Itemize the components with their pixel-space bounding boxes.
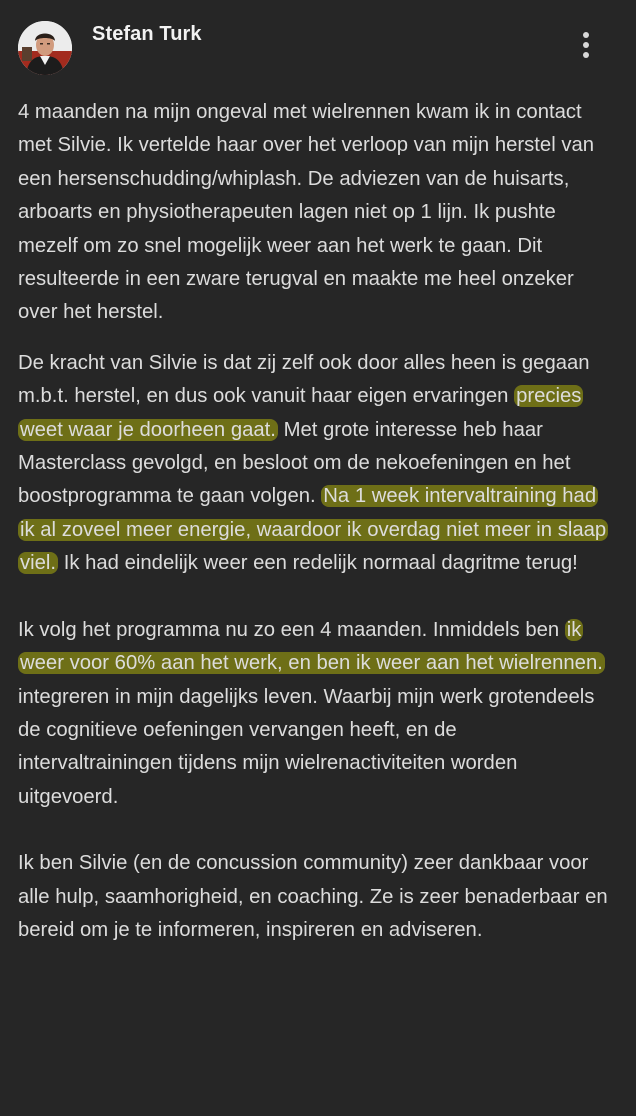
avatar[interactable] [18,21,72,75]
post-header [18,18,606,74]
highlighted-text: Na 1 week intervaltraining had ik al zoveel meer energie, waardoor ik overdag niet meer in slaap viel. [20,485,607,575]
paragraph [18,347,608,581]
paragraph [18,681,608,815]
text-segment: Ik volg het programma nu zo een 4 maanden. Inmiddels ben [18,618,565,641]
dot [583,52,589,58]
paragraph [18,847,608,947]
post-body [18,96,608,964]
paragraph-text [18,681,608,815]
paragraph-text [18,847,608,947]
text-segment: 4 maanden na mijn ongeval met wielrennen kwam ik in contact met Silvie. Ik vertelde haar over het verloop van mijn herstel van een hersenschudding/whiplash. De adviezen van de huisarts, arboarts en physiotherapeuten lagen niet op 1 lijn. Ik pushte mezelf om zo snel mogelijk weer aan het werk te gaan. Dit resulteerde in een zware terugval en maakte me heel onzeker over het herstel. [18,101,595,324]
paragraph-text [18,96,608,330]
highlighted-text: precies weet waar je doorheen gaat. [20,385,582,441]
paragraph-text [18,347,608,581]
paragraph [18,96,608,330]
text-segment: De kracht van Silvie is dat zij zelf ook door alles heen is gegaan m.b.t. herstel, en dus ook vanuit haar eigen ervaringen [18,351,590,408]
dot [583,32,589,38]
text-segment: integreren in mijn dagelijks leven. Waarbij mijn werk grotendeels de cognitieve oefeningen vervangen heeft, en de intervaltrainingen tijdens mijn wielrenactiviteiten worden uitgevoerd. [18,685,595,808]
paragraph [18,614,608,681]
highlighted-text: ik weer voor 60% aan het werk, en ben ik weer aan het wielrennen. [20,618,603,675]
text-segment: Ik had eindelijk weer een redelijk normaal dagritme terug! [58,552,578,575]
dot [583,42,589,48]
author-name[interactable]: Stefan Turk [92,23,202,45]
more-options-icon[interactable] [580,32,592,62]
text-segment: Ik ben Silvie (en de concussion community) zeer dankbaar voor alle hulp, saamhorigheid, en coaching. Ze is zeer benaderbaar en bereid om je te informeren, inspireren en adviseren. [18,852,608,941]
paragraph-text [18,614,608,681]
avatar-image [18,21,72,75]
text-segment: Met grote interesse heb haar Masterclass gevolgd, en besloot om de nekoefeningen en het boostprogramma te gaan volgen. [18,418,571,508]
